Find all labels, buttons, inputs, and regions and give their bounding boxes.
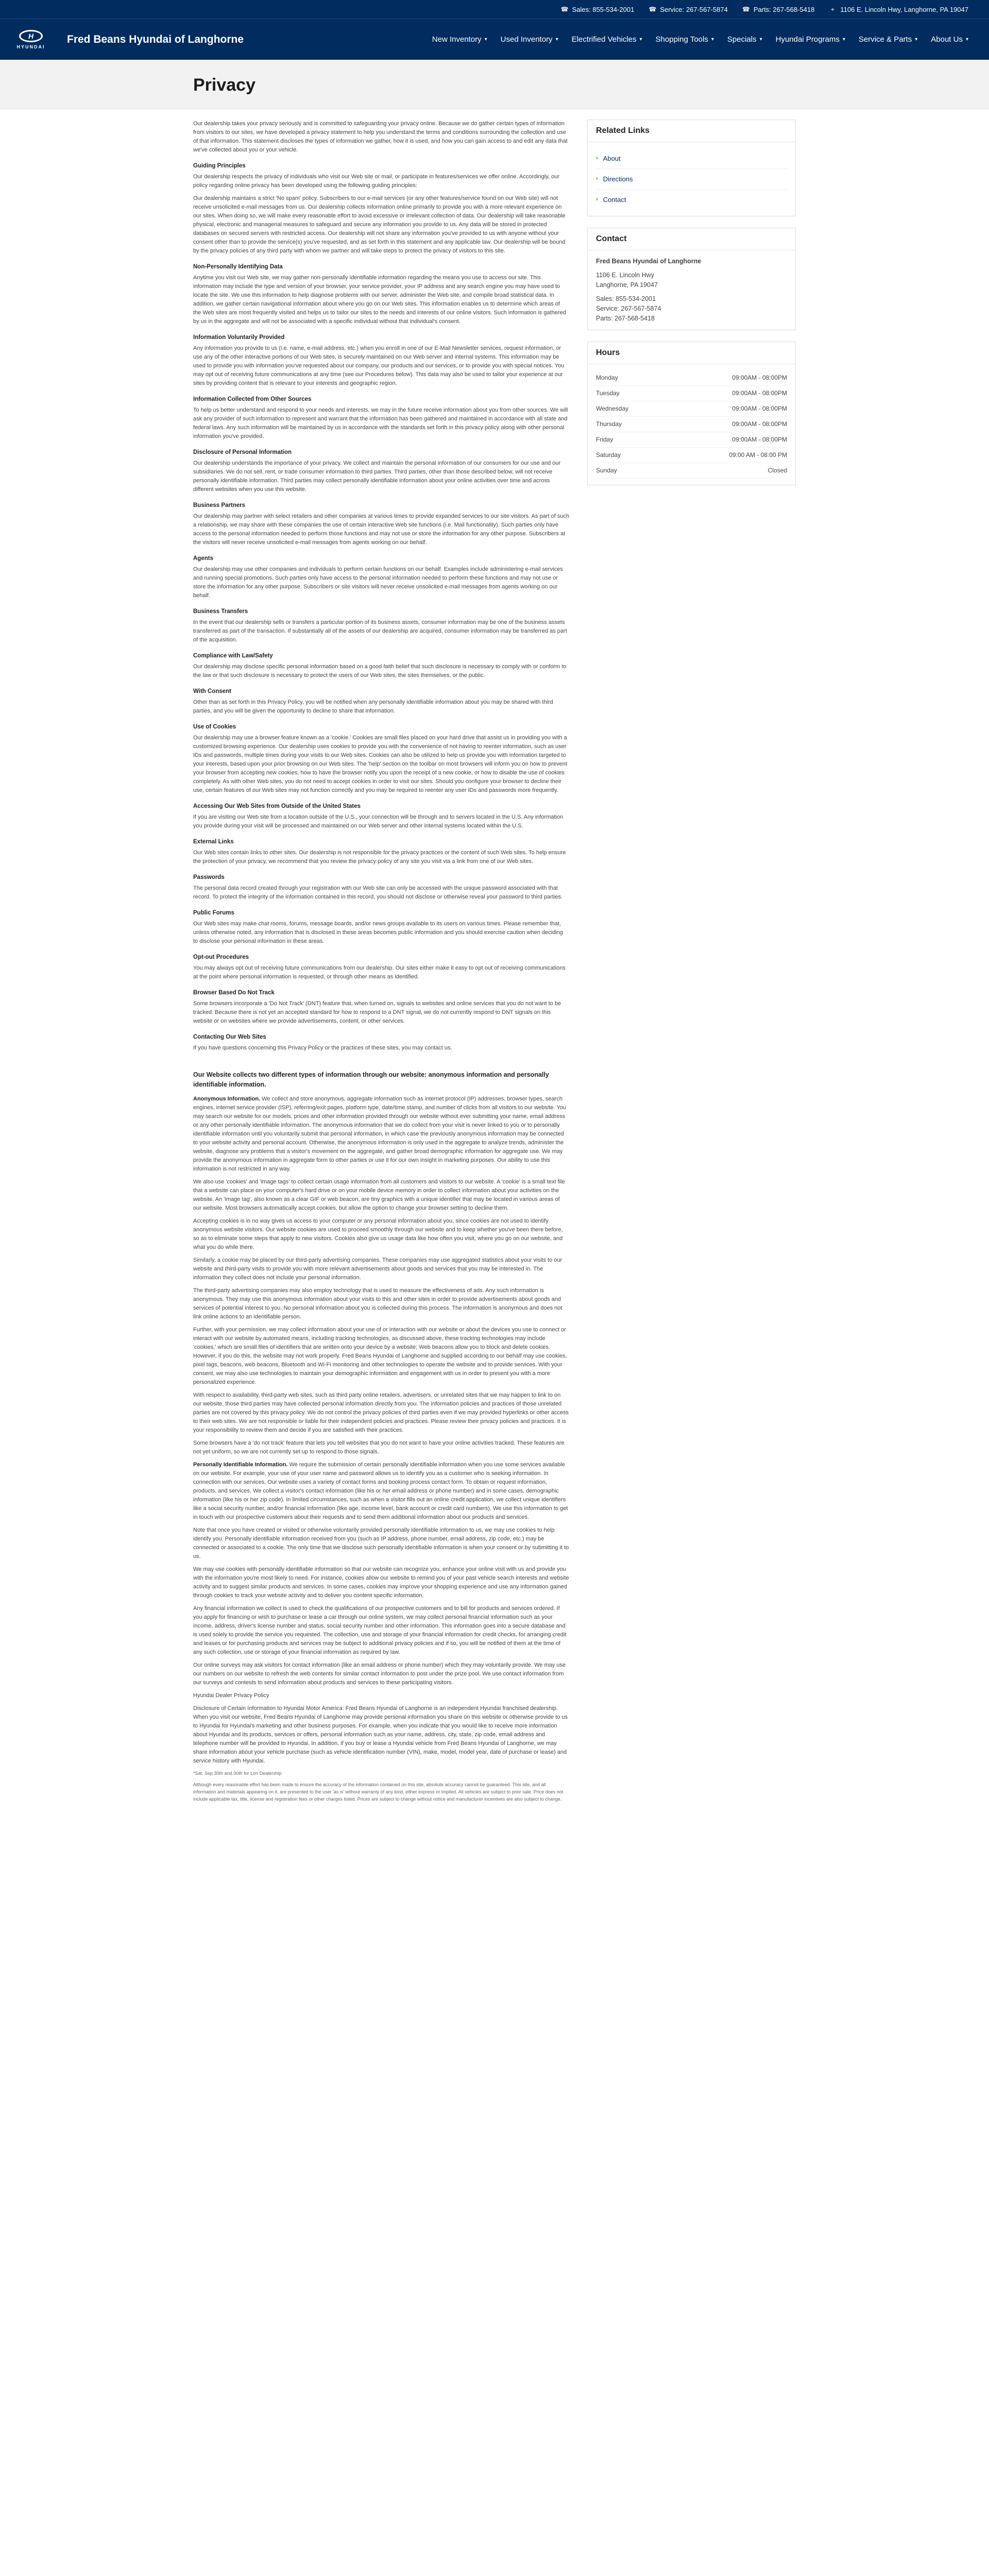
- section-paragraph: Our dealership may use a browser feature known as a 'cookie.' Cookies are small files placed on your hard drive that assist us in providing you with a customized browsing experience. Our dealership uses cookies to provide you with the convenience of not having to reenter information, such as user IDs and passwords, multiple times during your visits to our Web sites. Cookies can also be utilized to help us provide you with information targeted to your interests, based upon your prior browsing on our Web sites. The 'help' section on the toolbar on most browsers will inform you on how to prevent your browser from accepting new cookies, how to have the browser notify you upon the receipt of a new cookie, or how to disable the use of cookies completely. As with other Web sites, you do not need to accept cookies in order to visit our sites. Should you configure your browser to decline their use, certain features of our Web sites may not function correctly and you may be required to reenter any user IDs and passwords more frequently.: [193, 735, 567, 793]
- paragraph-text: Disclosure of Certain Information to Hyundai Motor America: Fred Beans Hyundai of Langhorne is an independent Hyundai franchised dealership. When you visit our website, Fred Beans Hyundai of Langhorne may provide personal information you share on this website or otherwise provide to us to Hyundai for Hyundai's marketing and other business purposes. For example, when you indicate that you would like to receive more information about Hyundai and its products, services or offers, personal information such as your name, address, city, state, zip code, email address and telephone number will be provided to Hyundai. In addition, if you buy or lease a Hyundai vehicle from Fred Beans Hyundai of Langhorne, we may share information about your vehicle purchase (such as vehicle identification number (VIN), make, model, model year, date of purchase or lease) and service history with Hyundai.: [193, 1705, 568, 1764]
- contact-body: [588, 250, 795, 330]
- intro-paragraph: Our dealership takes your privacy seriously and is committed to safeguarding your privacy online. Because we do gather certain types of information from visitors to our sites, we have developed a privacy statement to help you understand the terms and conditions surrounding the collection and use of that information. This statement discloses the types of information we gather, how it is used, and how you can gain access to and edit any data that we've collected about you or your vehicle.: [193, 121, 568, 153]
- section-paragraph: If you have questions concerning this Privacy Policy or the practices of these sites, you may contact us.: [193, 1045, 452, 1051]
- map-pin-icon: ⌖: [830, 6, 834, 13]
- collection-sections: [193, 1095, 569, 1766]
- collection-paragraph: [193, 1095, 569, 1174]
- section-paragraph: Our Web sites may make chat rooms, forums, message boards, and/or news groups available to its users on various times. Please remember that, unless otherwise noted, any information that is disclosed in these areas becomes public information and you should exercise caution when deciding to disclose your personal information in these areas.: [193, 921, 563, 944]
- section-paragraph: To help us better understand and respond to your needs and interests, we may in the future receive information about you from other sources. We will ask any provider of such information to represent and warrant that the information has been gathered and maintained in accordance with all state and federal laws. Any such information will be maintained by us in accordance with the standards set forth in this privacy policy along with other personal information you've provided.: [193, 407, 568, 439]
- collection-paragraph: [193, 1256, 569, 1282]
- contact-address-line2: Langhorne, PA 19047: [596, 281, 658, 289]
- section-heading: Use of Cookies: [193, 724, 236, 730]
- contact-parts-phone[interactable]: Parts: 267-568-5418: [596, 315, 655, 322]
- collection-paragraph: [193, 1604, 569, 1657]
- hours-day: Sunday: [596, 467, 617, 474]
- section-paragraph: You may always opt out of receiving future communications from our dealership. Our sites either make it easy to opt out of receiving communications at the point where personal information is requested, or through other means as identified.: [193, 965, 566, 980]
- hours-widget: [587, 342, 796, 485]
- collection-paragraph: [193, 1704, 569, 1766]
- section-paragraph: Our Web sites contain links to other sites. Our dealership is not responsible for the privacy practices or the content of such Web sites. To help ensure the protection of your privacy, we recommend that you review the privacy policy of any site you visit via a link from one of our Web sites.: [193, 850, 566, 865]
- section-heading: Business Transfers: [193, 608, 248, 615]
- section-heading: Contacting Our Web Sites: [193, 1034, 266, 1040]
- contact-widget: [587, 228, 796, 330]
- nav-item-label: Service & Parts: [858, 35, 912, 44]
- section-heading: Non-Personally Identifying Data: [193, 264, 283, 270]
- nav-electrified-vehicles[interactable]: [572, 35, 642, 44]
- nav-hyundai-programs[interactable]: [776, 35, 845, 44]
- paragraph-text: With respect to availability, third-party web sites, such as third party online retailers, advertisers, or unrelated sites that we may happen to link to on our website, those third parties may have collected personal information directly from you. The information policies and practices of those unrelated parties are not covered by this privacy policy. We do not control the privacy policies of third parties even if we may provided hyperlinks or other access to their web sites. We are not responsible or liable for their independent policies and practices. Please review their privacy policies and practices. It is your responsibility to review them and decide if you are satisfied with their practices.: [193, 1392, 569, 1433]
- related-link-directions[interactable]: [596, 169, 787, 190]
- section-heading: Accessing Our Web Sites from Outside of the United States: [193, 803, 361, 809]
- collection-paragraph: [193, 1565, 569, 1600]
- related-link-label: Contact: [603, 196, 626, 204]
- section-paragraph: Our dealership may disclose specific personal information based on a good faith belief that such disclosure is necessary to comply with or conform to the law or that such disclosure is necessary to protect the users of our Web sites, the sites themselves, or the public.: [193, 664, 567, 679]
- section-paragraph: Our dealership understands the importance of your privacy. We collect and maintain the personal information of our consumers for our use and our subsidiaries. We do not sell, rent, or trade consumer information to third parties. Third parties, other than those described below, will not receive personally identifiable information. Third parties may collect personally identifiable information about your online activities over time and across different websites when you use this website.: [193, 460, 561, 493]
- contact-title: Contact: [588, 228, 795, 250]
- paragraph-text: The third-party advertising companies may also employ technology that is used to measure the effectiveness of ads. Any such information is anonymous. They may use this anonymous information about your visits to this and other sites in order to provide advertisements about goods and services of potential interest to you. No personal information about you is collected during this process. The information is anonymous and does not link online actions to an identifiable person.: [193, 1287, 562, 1320]
- section-paragraph: Any information you provide to us (i.e. name, e-mail address, etc.) when you enroll in one of our E-Mail Newsletter services, request information, or use any of the other interactive portions of our Web sites, is securely maintained on our Web server and internal systems. This information may be used to provide you with information you've requested about our company, our products and our services, or to provide you with special notices. You may opt out of receiving future communications at any time (see our Procedures below). This data may also be used to tailor your experience at our sites by providing content that is relevant to your interests and geographic region.: [193, 345, 565, 386]
- collection-paragraph: [193, 1439, 569, 1456]
- hours-row: [596, 463, 787, 479]
- nav-specials[interactable]: [727, 35, 762, 44]
- section-heading: Guiding Principles: [193, 163, 246, 169]
- section-heading: Browser Based Do Not Track: [193, 990, 275, 996]
- hours-time: Closed: [768, 467, 787, 474]
- chevron-down-icon: ▾: [759, 37, 762, 42]
- policy-sections: [193, 162, 569, 1053]
- paragraph-lead: Personally Identifiable Information.: [193, 1462, 288, 1468]
- section-paragraph: Our dealership maintains a strict 'No spam' policy. Subscribers to our e-mail services (or any other features/service found on our Web site) will not receive unsolicited e-mail messages from us. Our dealership collects information online primarily to provide you with a more relevant experience on our sites. When doing so, we will make every reasonable effort to avoid excessive or irrelevant collection of data. Our dealership will take reasonable physical, electronic and managerial measures to safeguard and secure any information you provide to us. Any data will be stored in protected databases on secured servers with restricted access. Our dealership will not share any information you've provided to us with anyone without your consent other than to provide the service(s) you've requested, and as set forth in this statement and any applicable law. Our dealership will be bound by the privacy policies of any third party with whom we partner and will take steps to protect the privacy of visitors to this site.: [193, 195, 566, 254]
- paragraph-text: Further, with your permission, we may collect information about your use of or interaction with our website or about the devices you use to connect or interact with our website by automated means, including tracking technologies, as discussed above, these tracking technologies may include 'cookies,' which are small files of identifiers that are written onto your device by a website; Web beacons allow you to block and delete cookies. However, if you do this, the website may not work properly. Fred Beans Hyundai of Langhorne and supplied according to our behalf may use cookies, pixel tags, beacons, web beacons, Bluetooth and Wi-Fi monitoring and other technologies to operate the website and to provide services. With your consent, we may also use technologies to maintain your demographic information and engagement with us in order to present you with a more personalized experience.: [193, 1327, 567, 1385]
- hours-table: [588, 364, 795, 485]
- section-heading: Disclosure of Personal Information: [193, 449, 292, 455]
- utility-parts[interactable]: [742, 6, 815, 13]
- phone-icon: ☎: [560, 6, 569, 13]
- collection-paragraph: [193, 1326, 569, 1387]
- nav-item-label: Specials: [727, 35, 757, 44]
- section-paragraph: Our dealership respects the privacy of individuals who visit our Web site or mail, or participate in features/services we offer online. Accordingly, our policy regarding online privacy has been developed using the following guiding principles:: [193, 174, 560, 189]
- hyundai-logo[interactable]: [0, 19, 62, 60]
- paragraph-text: Similarly, a cookie may be placed by our third-party advertising companies. These companies may use aggregated statistics about your visits to our website and third-party visits to provide you with more relevant advertisements about goods and services that you may be interested in. The information they collect does not include your personal information.: [193, 1257, 562, 1281]
- paragraph-text: We may use cookies with personally identifiable information so that our website can recognize you, enhance your online visit with us and provide you with the information you're most likely to need. For instance, cookies allow our website to remind you of your past vehicle search interests and website activity and to suggest similar products and services. In some cases, cookies may improve your shopping experience and use any information gained through cookies to track your website activity and to deliver you content specific information.: [193, 1566, 569, 1599]
- contact-address-line1: 1106 E. Lincoln Hwy: [596, 272, 655, 279]
- nav-item-label: About Us: [931, 35, 963, 44]
- hours-time: 09:00 AM - 08:00 PM: [729, 451, 787, 459]
- section-heading: Passwords: [193, 874, 225, 880]
- utility-service[interactable]: [649, 6, 728, 13]
- section-heading: Agents: [193, 555, 213, 562]
- hours-day: Saturday: [596, 451, 621, 459]
- section-heading: Opt-out Procedures: [193, 954, 249, 960]
- phone-icon: ☎: [742, 6, 750, 13]
- hours-row: [596, 417, 787, 432]
- privacy-content: [193, 120, 569, 1807]
- chevron-down-icon: ▾: [639, 37, 642, 42]
- collection-paragraph: [193, 1391, 569, 1435]
- utility-bar: [0, 0, 989, 19]
- page-title-band: [0, 60, 989, 109]
- chevron-down-icon: ▾: [915, 37, 918, 42]
- hours-day: Wednesday: [596, 405, 629, 412]
- hours-time: 09:00AM - 08:00PM: [732, 389, 787, 397]
- nav-item-label: Used Inventory: [500, 35, 553, 44]
- paragraph-text: Hyundai Dealer Privacy Policy: [193, 1692, 269, 1699]
- collection-paragraph: [193, 1691, 569, 1700]
- paragraph-lead: Anonymous Information.: [193, 1096, 261, 1102]
- hours-row: [596, 432, 787, 448]
- section-paragraph: Anytime you visit our Web site, we may gather non-personally identifiable information regarding the means you use to access our site. This information may include the type and version of your browser, your service provider, your IP address and any search engine you may have used to locate the site. We use this information to help diagnose problems with our server, administer the Web site, and compile broad statistical data. In addition, we gather certain navigational information about where you go on our Web sites. This information enables us to determine which areas of the Web sites are most frequently visited and helps us to tailor our sites to the needs and interests of our online visitors. Such information is gathered by us in the aggregate and will not be associated with a specific individual without that individual's consent.: [193, 275, 566, 325]
- related-link-contact[interactable]: [596, 190, 787, 210]
- utility-sales-text: Sales: 855-534-2001: [572, 5, 635, 13]
- section-heading: Information Voluntarily Provided: [193, 334, 285, 341]
- hours-row: [596, 370, 787, 386]
- paragraph-text: We collect and store anonymous, aggregate information such as internet protocol (IP) addresses, browser types, search engines, internet service provider (ISP), referring/exit pages, platform type, date/time stamp, and number of clicks from all visitors to our website. You may search our website for our models, prices and other information provided through our website without ever submitting your name, email address or any other personally identifiable information. The anonymous information that we do collect from your visit is never linked to you or to personally identifiable information until you voluntarily submit that personal information, in which case the previously anonymous information may be connected to your website activity and personal account. Otherwise, the anonymous information is only used in the aggregate to analyze trends, administer the website, diagnose any problems that a visitor's movement on the aggregate, and gather broad demographic information for aggregate use. We may provide the anonymous information in aggregate form to other parties or use it for our own insight in marketing purposes. Our ability to use this information is not restricted in any way.: [193, 1096, 566, 1172]
- hours-time: 09:00AM - 08:00PM: [732, 374, 787, 381]
- hours-title: Hours: [588, 342, 795, 364]
- chevron-down-icon: ▾: [711, 37, 714, 42]
- section-heading: Information Collected from Other Sources: [193, 396, 312, 402]
- hours-time: 09:00AM - 08:00PM: [732, 436, 787, 443]
- contact-dealer-name: Fred Beans Hyundai of Langhorne: [596, 258, 702, 265]
- nav-new-inventory[interactable]: [432, 35, 487, 44]
- section-paragraph: Our dealership may partner with select retailers and other companies at various times to provide expanded services to our site visitors. As part of such a relationship, we may share with these companies the use of certain interactive Web site functions (i.e. Mail functionality). Such parties only have access to the personal information needed to perform those functions and may not use or store the information for any other purpose. Subscribers at the visitors will never receive unsolicited e-mail messages from agents working on our behalf.: [193, 513, 570, 546]
- paragraph-text: We also use 'cookies' and 'image tags' to collect certain usage information from all customers and visitors to our website. A 'cookie' is a small text file that a website can place on your computer's hard drive or on your mobile device memory in order to collect information about your activities on the website. An 'image tag', also known as a clear GIF or web beacon, are tiny graphics with a unique identifier that may be located in various areas of our website. Most browsers automatically accept cookies, but allow the option to change your browser setting to decline them.: [193, 1179, 565, 1211]
- related-link-label: About: [603, 155, 621, 162]
- chevron-right-icon: ›: [596, 196, 598, 202]
- nav-shopping-tools[interactable]: [656, 35, 714, 44]
- collection-paragraph: [193, 1217, 569, 1252]
- nav-used-inventory[interactable]: [501, 35, 558, 44]
- hours-time: 09:00AM - 08:00PM: [732, 405, 787, 412]
- collection-paragraph: [193, 1178, 569, 1213]
- hours-time: 09:00AM - 08:00PM: [732, 420, 787, 428]
- hours-day: Tuesday: [596, 389, 620, 397]
- chevron-down-icon: ▾: [484, 37, 487, 42]
- section-heading: Compliance with Law/Safety: [193, 653, 273, 659]
- section-heading: Business Partners: [193, 502, 245, 509]
- utility-service-text: Service: 267-567-5874: [660, 5, 728, 13]
- hours-row: [596, 448, 787, 463]
- related-link-label: Directions: [603, 175, 633, 183]
- paragraph-text: Note that once you have created or visited or otherwise voluntarily provided personally identifiable information to us, we may use cookies to help identify you. Personally identifiable information received from you (such as IP address, phone number, email address, zip code, etc.) may be connected or associated to a cookie. The only time that we disclose such personally identifiable information is when your consent or by submitting it to us.: [193, 1527, 569, 1560]
- nav-item-label: Electrified Vehicles: [571, 35, 637, 44]
- related-links-widget: [587, 120, 796, 216]
- utility-address-text: 1106 E. Lincoln Hwy, Langhorne, PA 19047: [840, 5, 968, 13]
- nav-about-us[interactable]: [931, 35, 968, 44]
- nav-service-parts[interactable]: [859, 35, 917, 44]
- disclaimer: Although every reasonable effort has been made to ensure the accuracy of the information contained on this site, absolute accuracy cannot be guaranteed. This site, and all information and materials appearing on it, are presented to the user 'as is' without warranty of any kind, either express or implied. All vehicles are subject to prior sale. Price does not include applicable tax, title, license and registration fees or other charges listed. Prices are subject to change without notice and manufacturer incentives are also subject to change.: [193, 1782, 564, 1802]
- related-link-about[interactable]: [596, 148, 787, 169]
- collection-paragraph: [193, 1286, 569, 1321]
- hours-row: [596, 401, 787, 417]
- paragraph-text: We require the submission of certain personally identifiable information when you use some services available on our website. For example, your use of your user name and password allows us to identify you as a customer who is seeking information. In connection with our services, Our website uses a variety of contact forms and booking process contact form. To obtain or request information, products, and services. We collect a visitor's contact information (like his or her email address or phone number) and in some cases, demographic information (like his or her zip code). In limited circumstances, such as when a visitor fills out an online credit application, we collect unique identifiers like a social security number, and/or financial information (like age, income level, bank account or credit card numbers). We use this information to get in touch with our prospective customers about their requests and to send them additional information about our products and services.: [193, 1462, 568, 1520]
- section-paragraph: Other than as set forth in this Privacy Policy, you will be notified when any personally identifiable information about you may be shared with third parties, and you will be given the opportunity to decline to share that information.: [193, 699, 553, 714]
- second-heading: Our Website collects two different types of information through our website: anonymous information and personally identifiable information.: [193, 1071, 549, 1088]
- chevron-down-icon: ▾: [965, 37, 968, 42]
- sidebar: [587, 120, 796, 497]
- paragraph-text: Our online surveys may ask visitors for contact information (like an email address or phone number) which they may voluntarily provide. We may use our numbers on our website to refresh the web contents for similar contact information to post under the prize pool. We use contact information from our surveys and contests to send information about products and services to these participating visitors.: [193, 1662, 566, 1686]
- hours-row: [596, 386, 787, 401]
- page-title: Privacy: [193, 75, 255, 95]
- hours-day: Thursday: [596, 420, 622, 428]
- main-navigation: [0, 19, 989, 60]
- section-paragraph: The personal data record created through your registration with our Web site can only be accessed with the unique password associated with that record. To protect the integrity of the information contained in this record, you should not disclose or otherwise reveal your password to third parties.: [193, 885, 563, 900]
- brand-wordmark: HYUNDAI: [16, 44, 45, 49]
- section-heading: Public Forums: [193, 910, 234, 916]
- contact-service-phone[interactable]: Service: 267-567-5874: [596, 305, 661, 312]
- collection-paragraph: [193, 1526, 569, 1561]
- nav-menu: [432, 35, 968, 44]
- chevron-right-icon: ›: [596, 176, 598, 182]
- section-heading: External Links: [193, 839, 234, 845]
- collection-paragraph: [193, 1661, 569, 1687]
- hyundai-h-icon: H: [19, 30, 43, 42]
- footnote: *Sat, Sep 30th and 30th for Lon Dealership: [193, 1771, 282, 1776]
- chevron-down-icon: ▾: [555, 37, 558, 42]
- paragraph-text: Any financial information we collect is used to check the qualifications of our prospective customers and to bill for products and services ordered. If you apply for financing or wish to purchase or lease a car through our online system, we may collect personal financial information such as your income, address, driver's license number and status, social security number and other information. This information goes into a secure database and is used solely to provide the service you requested. The collection, use and storage of your financial information for credit checks, for arranging credit and leases or for purchasing products and services may be subject to additional privacy policies and if so, you will be notified of them at the time of any such collection, use or storage of your financial information as required by law.: [193, 1605, 567, 1655]
- utility-sales[interactable]: [561, 6, 635, 13]
- section-paragraph: If you are visiting our Web site from a location outside of the U.S., your connection will be through and to servers located in the U.S. Any information you provide during your visit will be processed and maintained on our Web server and other internal systems located within the U.S.: [193, 814, 564, 829]
- chevron-right-icon: ›: [596, 155, 598, 161]
- chevron-down-icon: ▾: [842, 37, 845, 42]
- contact-sales-phone[interactable]: Sales: 855-534-2001: [596, 295, 656, 302]
- utility-parts-text: Parts: 267-568-5418: [753, 5, 815, 13]
- nav-item-label: New Inventory: [432, 35, 482, 44]
- paragraph-text: Some browsers have a 'do not track' feature that lets you tell websites that you do not want to have your online activities tracked. These features are not yet uniform, so we are not currently set up to respond to those signals.: [193, 1440, 565, 1455]
- nav-item-label: Shopping Tools: [655, 35, 708, 44]
- phone-icon: ☎: [649, 6, 657, 13]
- section-paragraph: Some browsers incorporate a 'Do Not Track' (DNT) feature that, when turned on, signals to websites and online services that you do not want to be tracked. Because there is not yet an accepted standard for how to respond to a DNT signal, we do not currently respond to DNT signals on this website or on websites where we provide advertisements, content, or other services.: [193, 1001, 561, 1024]
- section-heading: With Consent: [193, 688, 231, 694]
- collection-paragraph: [193, 1461, 569, 1522]
- nav-item-label: Hyundai Programs: [775, 35, 840, 44]
- hours-day: Friday: [596, 436, 613, 443]
- section-paragraph: Our dealership may use other companies and individuals to perform certain functions on our behalf. Examples include administering e-mail services and running special promotions. Such parties only have access to the personal information needed to perform these functions and may not use or store the information for any other purpose. Subscribers or site visitors will never receive unsolicited e-mail messages from agents working on our behalf.: [193, 566, 563, 599]
- hours-day: Monday: [596, 374, 618, 381]
- related-links-title: Related Links: [588, 120, 795, 142]
- related-links-list: [588, 142, 795, 216]
- paragraph-text: Accepting cookies is in no way gives us access to your computer or any personal information about you, since cookies are not used to identify anonymous website visitors. Our website cookies are used to proceed smoothly through our website and to keep whether you've been there before, so as to eliminate some steps that apply to new visitors. Cookies also give us usage data like how often you visit, where you go on our website, and what you do while there.: [193, 1218, 563, 1250]
- section-paragraph: In the event that our dealership sells or transfers a particular portion of its business assets, consumer information may be one of the business assets transferred as part of the transaction. If substantially all of the assets of our dealership are acquired, consumer information may be transferred as part of the acquisition.: [193, 619, 567, 643]
- dealer-name[interactable]: Fred Beans Hyundai of Langhorne: [67, 33, 244, 45]
- utility-address[interactable]: [829, 6, 968, 13]
